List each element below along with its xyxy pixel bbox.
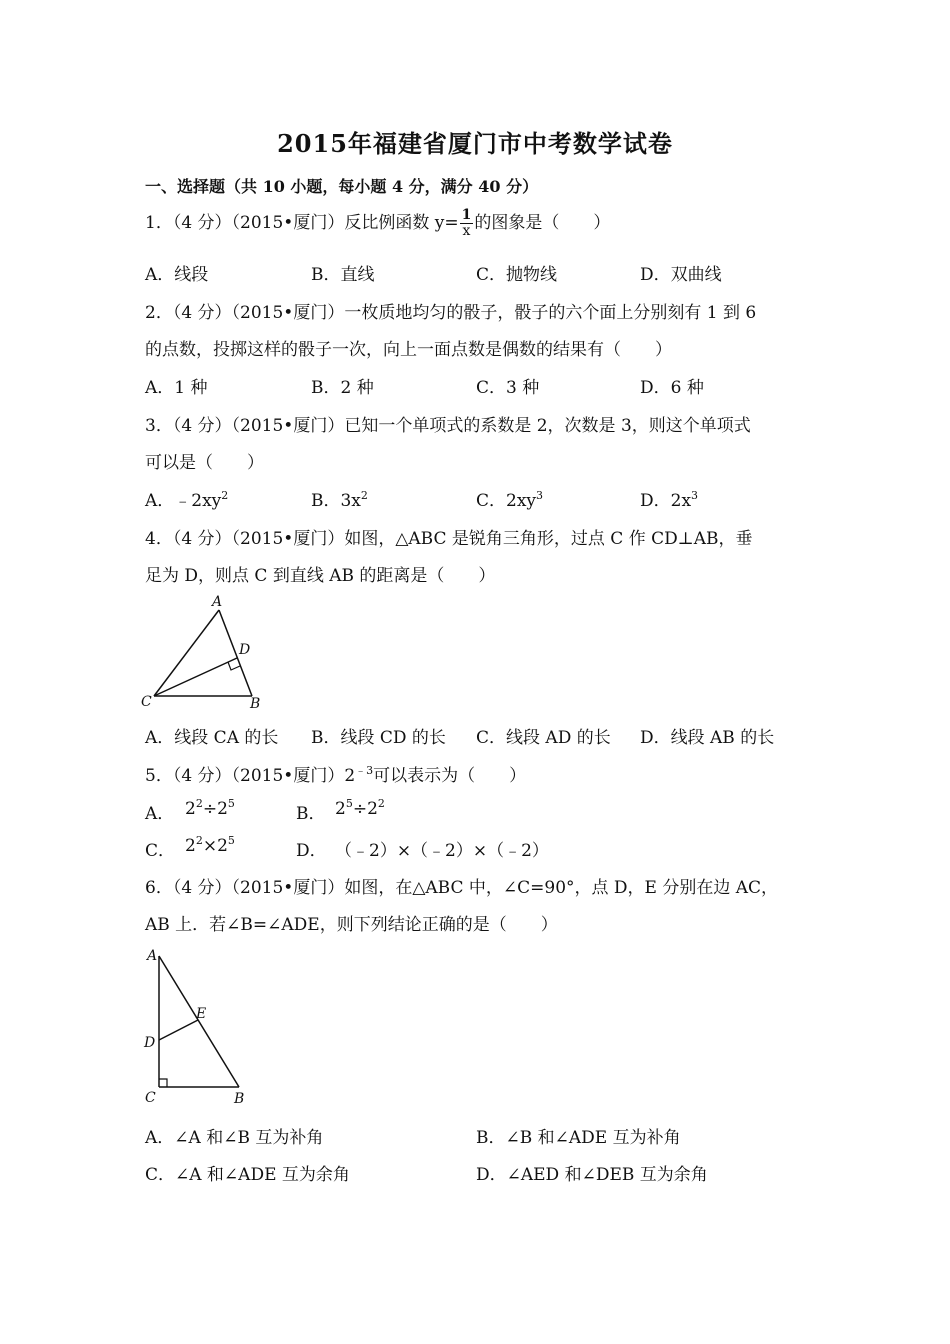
fraction — [460, 208, 474, 239]
q2-option-b: B．2 种 — [311, 378, 374, 398]
question-2-line2: 的点数，投掷这样的骰子一次，向上一面点数是偶数的结果有（ ） — [145, 340, 672, 360]
q3-option-a — [145, 486, 228, 511]
question-1-stem — [145, 208, 610, 239]
q5-option-b-expr — [335, 799, 385, 819]
q3-option-a-text: A．﹣2xy — [145, 491, 222, 511]
operator-base: ×2 — [202, 836, 228, 856]
base: 2 — [185, 799, 196, 819]
q2-option-a: A．1 种 — [145, 378, 208, 398]
q5-option-a-label: A． — [145, 804, 175, 824]
exponent: 2 — [360, 489, 368, 502]
label-c: C — [145, 1090, 156, 1106]
fraction-denominator: x — [462, 223, 471, 239]
question-3-line2: 可以是（ ） — [145, 453, 264, 473]
section-heading: 一、选择题（共 10 小题，每小题 4 分，满分 40 分） — [145, 177, 539, 196]
q3-option-b — [311, 486, 368, 511]
q4-option-d: D．线段 AB 的长 — [640, 728, 775, 748]
q5-text-before: 5．（4 分）（2015•厦门）2 — [145, 766, 356, 786]
q5-option-a-expr — [185, 799, 235, 819]
label-c: C — [141, 694, 152, 710]
segment-cd — [154, 658, 237, 696]
operator-base: ÷2 — [202, 799, 228, 819]
q1-option-d: D．双曲线 — [640, 265, 722, 285]
q3-option-d-text: D．2x — [640, 491, 692, 511]
label-b: B — [250, 696, 261, 712]
question-5-stem — [145, 761, 526, 786]
exponent: ﹣3 — [355, 764, 374, 777]
label-d: D — [144, 1035, 156, 1051]
q6-option-a: A．∠A 和∠B 互为补角 — [145, 1128, 324, 1148]
right-angle-mark — [228, 662, 240, 670]
q1-text-after: 的图象是（ ） — [474, 213, 611, 233]
exponent: 3 — [536, 489, 544, 502]
q5-text-after: 可以表示为（ ） — [373, 766, 527, 786]
label-d: D — [239, 642, 251, 658]
exponent: 5 — [345, 797, 353, 810]
page-title: 2015年福建省厦门市中考数学试卷 — [277, 129, 673, 158]
q1-option-c: C．抛物线 — [476, 265, 558, 285]
q5-option-d-label: D． — [296, 841, 327, 861]
exponent: 5 — [227, 834, 235, 847]
exponent: 3 — [691, 489, 699, 502]
q4-option-a: A．线段 CA 的长 — [145, 728, 279, 748]
question-6-line1: 6．（4 分）（2015•厦门）如图，在△ABC 中，∠C=90°，点 D，E 分别在边 AC， — [145, 878, 779, 898]
q6-option-c: C．∠A 和∠ADE 互为余角 — [145, 1165, 350, 1185]
q5-option-c-expr — [185, 836, 235, 856]
exponent: 5 — [227, 797, 235, 810]
q4-option-b: B．线段 CD 的长 — [311, 728, 446, 748]
q5-option-b-label: B． — [296, 804, 326, 824]
question-3-line1: 3．（4 分）（2015•厦门）已知一个单项式的系数是 2，次数是 3，则这个单项式 — [145, 416, 751, 436]
q3-option-c — [476, 486, 543, 511]
question-2-line1: 2．（4 分）（2015•厦门）一枚质地均匀的骰子，骰子的六个面上分别刻有 1 到 6 — [145, 303, 757, 323]
q2-option-c: C．3 种 — [476, 378, 540, 398]
label-a: A — [212, 594, 223, 610]
base: 2 — [185, 836, 196, 856]
segment-ca — [154, 610, 219, 696]
question-4-line1: 4．（4 分）（2015•厦门）如图，△ABC 是锐角三角形，过点 C 作 CD⊥AB，垂 — [145, 529, 753, 549]
q4-triangle-figure — [135, 592, 275, 714]
right-angle-mark — [159, 1079, 167, 1087]
exponent: 2 — [377, 797, 385, 810]
q3-option-b-text: B．3x — [311, 491, 361, 511]
q5-option-d-expr: （﹣2）×（﹣2）×（﹣2） — [335, 841, 549, 861]
question-6-line2: AB 上．若∠B=∠ADE，则下列结论正确的是（ ） — [145, 915, 558, 935]
segment-de — [159, 1020, 198, 1040]
q5-option-c-label: C． — [145, 841, 176, 861]
operator-base: ÷2 — [352, 799, 378, 819]
q3-option-d — [640, 486, 698, 511]
question-4-line2: 足为 D，则点 C 到直线 AB 的距离是（ ） — [145, 566, 496, 586]
q6-option-b: B．∠B 和∠ADE 互为补角 — [476, 1128, 681, 1148]
q2-option-d: D．6 种 — [640, 378, 704, 398]
exponent: 2 — [221, 489, 229, 502]
label-e: E — [196, 1006, 207, 1022]
q3-option-c-text: C．2xy — [476, 491, 537, 511]
q4-option-c: C．线段 AD 的长 — [476, 728, 611, 748]
fraction-numerator: 1 — [461, 207, 472, 223]
q1-option-b: B．直线 — [311, 265, 375, 285]
label-b: B — [234, 1091, 245, 1107]
q1-option-a: A．线段 — [145, 265, 209, 285]
q6-triangle-figure — [135, 944, 265, 1110]
exponent: 2 — [195, 797, 203, 810]
label-a: A — [147, 948, 158, 964]
base: 2 — [335, 799, 346, 819]
exponent: 2 — [195, 834, 203, 847]
q1-text-before: 1．（4 分）（2015•厦门）反比例函数 y= — [145, 213, 459, 233]
q6-option-d: D．∠AED 和∠DEB 互为余角 — [476, 1165, 708, 1185]
